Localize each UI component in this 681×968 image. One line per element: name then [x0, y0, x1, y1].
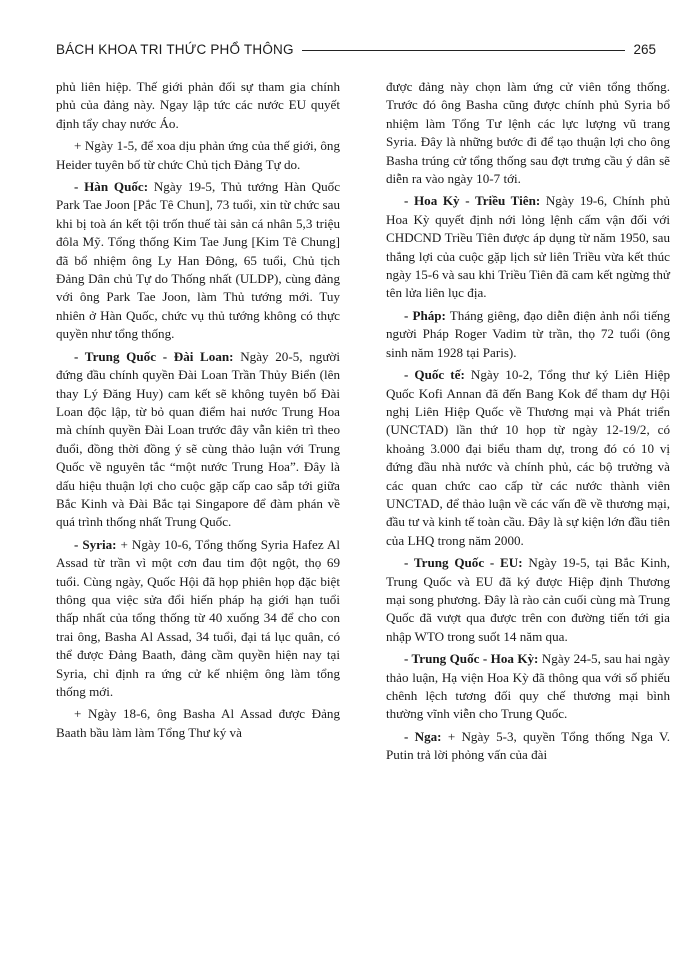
paragraph-phap: - Pháp: Tháng giêng, đạo diễn điện ảnh nổi tiếng người Pháp Roger Vadim từ trần, thọ 72 tuổi (ông sinh năm 1928 tại Paris). — [386, 307, 670, 360]
paragraph-trung-quoc-dai-loan: - Trung Quốc - Đài Loan: Ngày 20-5, người đứng đầu chính quyền Đài Loan Trần Thủy Biển (lên thay Lý Đăng Huy) cam kết sẽ không tuyên bố Đài Loan độc lập, từ bỏ quan điểm hai nước Trung Hoa mà chính quyền Đài Loan trước đây vẫn kiên trì theo đuổi, đồng thời đồng ý sẽ cùng thảo luận với Trung Quốc về nguyên tắc “một nước Trung Hoa”. Đây là dấu hiệu thuận lợi cho cuộc gặp cấp cao sắp tới giữa Bắc Kinh và Đài Bắc tại Singapore để đàm phán về quá trình thống nhất Trung Quốc. — [56, 348, 340, 530]
section-lead: - Trung Quốc - Đài Loan: — [74, 348, 234, 364]
paragraph-trung-quoc-eu: - Trung Quốc - EU: Ngày 19-5, tại Bắc Kinh, Trung Quốc và EU đã ký được Hiệp định Thương mại song phương. Đây là rào cản cuối cùng mà Trung Quốc đã vượt qua được trên con đường tiến tới gia nhập WTO trong suốt 14 năm qua. — [386, 555, 670, 644]
paragraph: phủ liên hiệp. Thế giới phản đối sự tham gia chính phủ của đảng này. Ngay lập tức các nước EU quyết định tẩy chay nước Áo. — [56, 79, 340, 131]
right-column — [386, 78, 670, 769]
section-lead: - Hàn Quốc: — [74, 179, 149, 195]
paragraph-quoc-te: - Quốc tế: Ngày 10-2, Tổng thư ký Liên Hiệp Quốc Kofi Annan đã đến Bang Kok để tham dự Hội nghị Liên Hiệp Quốc về Thương mại và Phát triển (UNCTAD) lần thứ 10 họp từ ngày 12-19/2, có khoảng 3.000 đại biểu tham dự, trong đó có 10 vị đứng đầu nhà nước và chính phủ, các bộ trưởng và các quan chức cao cấp từ các nước thành viên UNCTAD, để thảo luận về các vấn đề về thương mại, đầu tư và kinh tế toàn cầu. Đây là sự kiện lớn đầu tiên của LHQ trong năm 2000. — [386, 367, 670, 548]
paragraph-hoa-ky-trieu-tien: - Hoa Kỳ - Triều Tiên: Ngày 19-6, Chính phủ Hoa Kỳ quyết định nới lỏng lệnh cấm vận đối với CHDCND Triều Tiên được áp dụng từ năm 1950, sau thắng lợi của cuộc gặp lịch sử liên Triều vừa kết thúc ngày 15-6 và sau khi Triều Tiên đã cam kết ngừng thử tên lửa liên lục địa. — [386, 193, 670, 301]
paragraph: được đảng này chọn làm ứng cử viên tổng thống. Trước đó ông Basha cũng được chính phủ Syria bổ nhiệm làm Tổng Tư lệnh các lực lượng vũ trang Syria. Đây là những bước đi để tạo thuận lợi cho ông Basha trúng cử tổng thống sau đợt trưng cầu ý dân sẽ diễn ra vào ngày 10-7 tới. — [386, 79, 670, 187]
section-lead: - Trung Quốc - EU: — [404, 555, 523, 571]
paragraph-trung-quoc-hoa-ky: - Trung Quốc - Hoa Kỳ: Ngày 24-5, sau hai ngày thảo luận, Hạ viện Hoa Kỳ đã thông qua với số phiếu chênh lệch tương đối quy chế thương mại bình thường vĩnh viễn cho Trung Quốc. — [386, 651, 671, 722]
section-lead: - Trung Quốc - Hoa Kỳ: — [404, 651, 539, 667]
paragraph-han-quoc: - Hàn Quốc: Ngày 19-5, Thủ tướng Hàn Quốc Park Tae Joon [Pắc Tê Chun], 73 tuổi, xin từ chức sau khi bị toà án kết tội trốn thuế tài sản cá nhân 5,3 triệu đôla Mỹ. Tổng thống Kim Tae Jung [Kim Tê Chung] đã bổ nhiệm ông Ly Han Đông, 65 tuổi, Chủ tịch Đảng Dân chủ Tự do Thống nhất (ULDP), cùng đảng với ông Park Tae Joon, làm Thủ tướng mới. Tuy nhiên ở Hàn Quốc, chức vụ thủ tướng không có thực quyền như tổng thống. — [56, 179, 341, 342]
paragraph-nga: - Nga: + Ngày 5-3, quyền Tổng thống Nga V. Putin trả lời phỏng vấn của đài — [386, 728, 670, 763]
left-column — [56, 78, 340, 746]
section-lead: - Quốc tế: — [404, 367, 465, 383]
section-lead: - Pháp: — [404, 307, 446, 323]
running-header — [56, 38, 656, 60]
section-lead: - Syria: — [74, 536, 117, 552]
section-lead: - Hoa Kỳ - Triều Tiên: — [404, 193, 541, 209]
header-rule — [302, 50, 626, 51]
paragraph-syria: - Syria: + Ngày 10-6, Tổng thống Syria Hafez Al Assad từ trần vì một cơn đau tim đột ngột, thọ 69 tuổi. Cùng ngày, Quốc Hội đã họp phiên họp đặc biệt thông qua việc sửa đổi hiến pháp hạ giới hạn tuổi thấp nhất của tổng thống từ 40 xuống 34 để cho con trai ông, Basha Al Assad, 34 tuổi, đại tá lục quân, có thể được Đảng Baath, đảng cầm quyền hiện nay tại Syria, chỉ định ra ứng cử kế nhiệm ông làm tổng thống mới. — [56, 536, 340, 699]
page-number: 265 — [633, 41, 656, 57]
section-lead: - Nga: — [404, 728, 442, 744]
paragraph: + Ngày 1-5, để xoa dịu phản ứng của thế giới, ông Heider tuyên bố từ chức Chủ tịch Đảng Tự do. — [56, 138, 340, 172]
paragraph: + Ngày 18-6, ông Basha Al Assad được Đảng Baath bầu làm làm Tổng Thư ký và — [56, 706, 340, 740]
book-title: BÁCH KHOA TRI THỨC PHỔ THÔNG — [56, 41, 294, 57]
